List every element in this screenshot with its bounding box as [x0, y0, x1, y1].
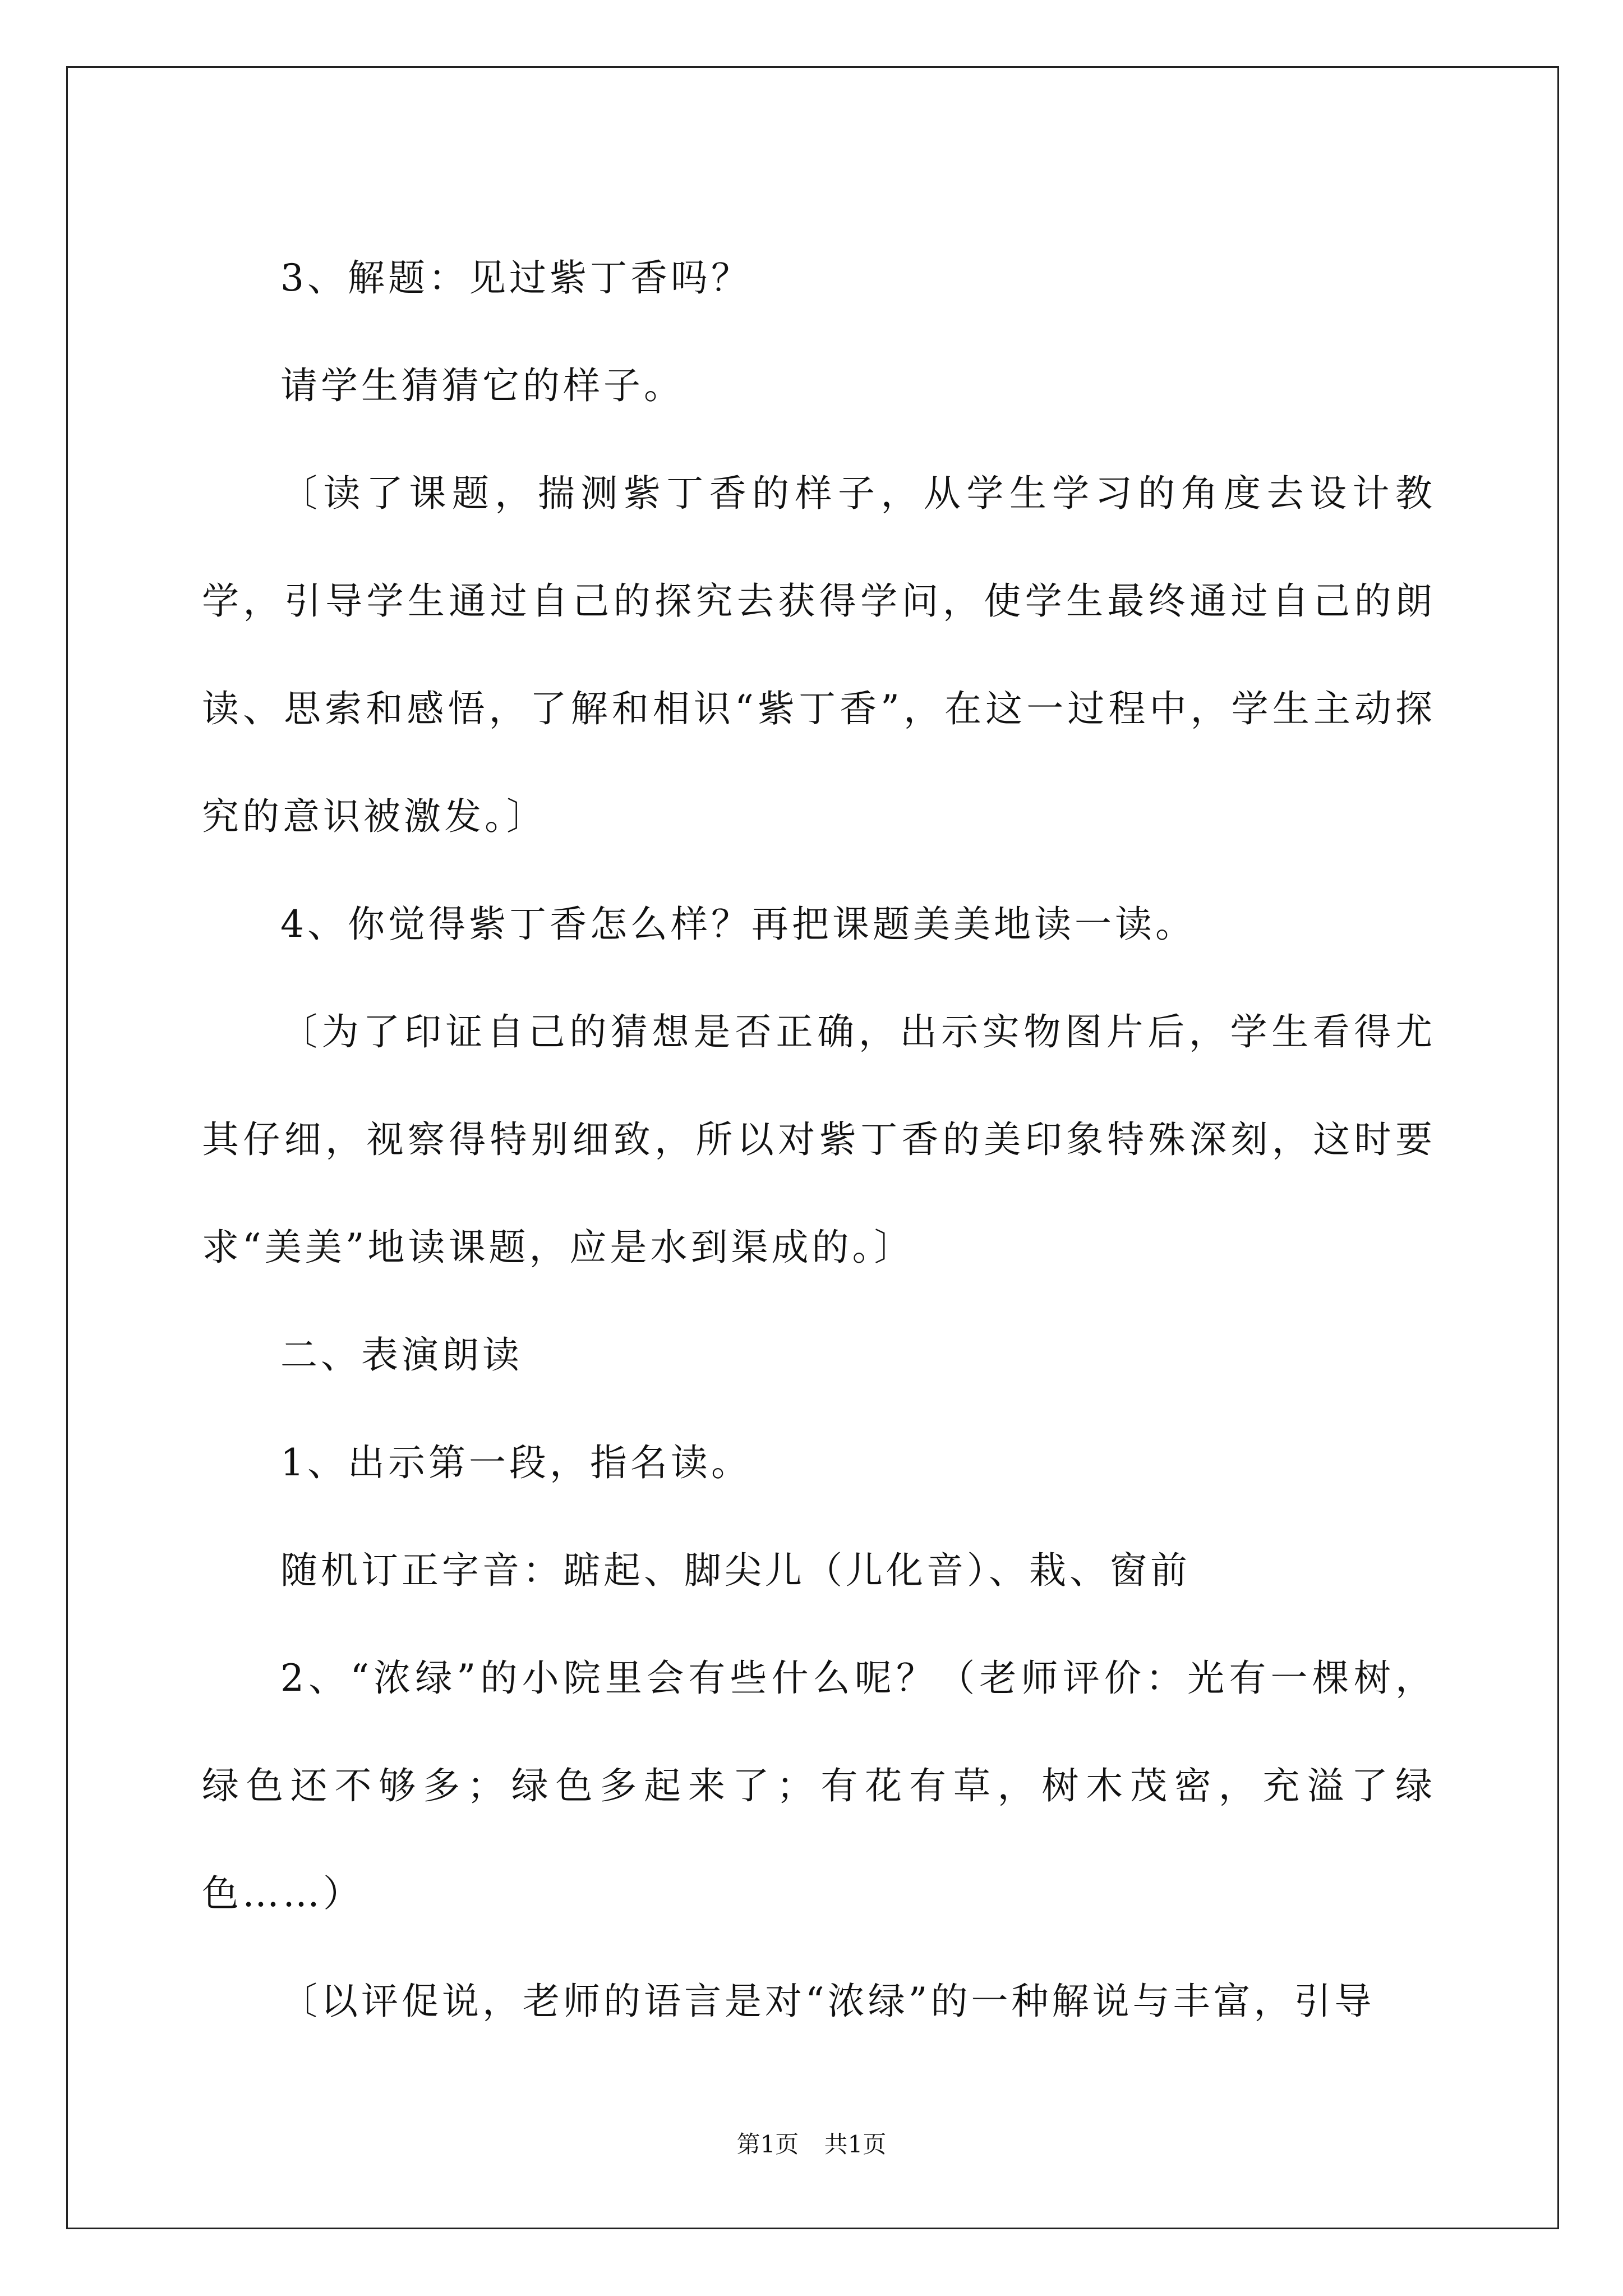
page-total: 共1页 — [824, 2131, 887, 2158]
page-footer — [0, 2126, 1623, 2160]
paragraph: 〔读了课题，揣测紫丁香的样子，从学生学习的角度去设计教学，引导学生通过自己的探究去获得学问，使学生最终通过自己的朗读、思索和感悟，了解和相识“紫丁香”，在这一过程中，学生主动探究的意识被激发。〕 — [202, 472, 1436, 838]
paragraph: 二、表演朗读 — [280, 1333, 523, 1377]
paragraph: 3、解题：见过紫丁香吗？ — [280, 256, 751, 300]
paragraph: 随机订正字音：踮起、脚尖儿（儿化音）、栽、窗前 — [280, 1549, 1191, 1592]
paragraph: 4、你觉得紫丁香怎么样？再把课题美美地读一读。 — [280, 903, 1196, 946]
paragraph: 〔以评促说，老师的语言是对“浓绿”的一种解说与丰富，引导 — [280, 1980, 1375, 2023]
paragraph: 1、出示第一段，指名读。 — [280, 1441, 751, 1484]
document-body — [202, 224, 1436, 2055]
paragraph: 请学生猜猜它的样子。 — [280, 364, 684, 407]
paragraph: 〔为了印证自己的猜想是否正确，出示实物图片后，学生看得尤其仔细，视察得特别细致，所以对紫丁香的美印象特殊深刻，这时要求“美美”地读课题，应是水到渠成的。〕 — [202, 1010, 1436, 1269]
page-number: 第1页 — [736, 2131, 799, 2158]
paragraph: 2、“浓绿”的小院里会有些什么呢？（老师评价：光有一棵树，绿色还不够多；绿色多起来了；有花有草，树木茂密，充溢了绿色……） — [202, 1657, 1436, 1915]
